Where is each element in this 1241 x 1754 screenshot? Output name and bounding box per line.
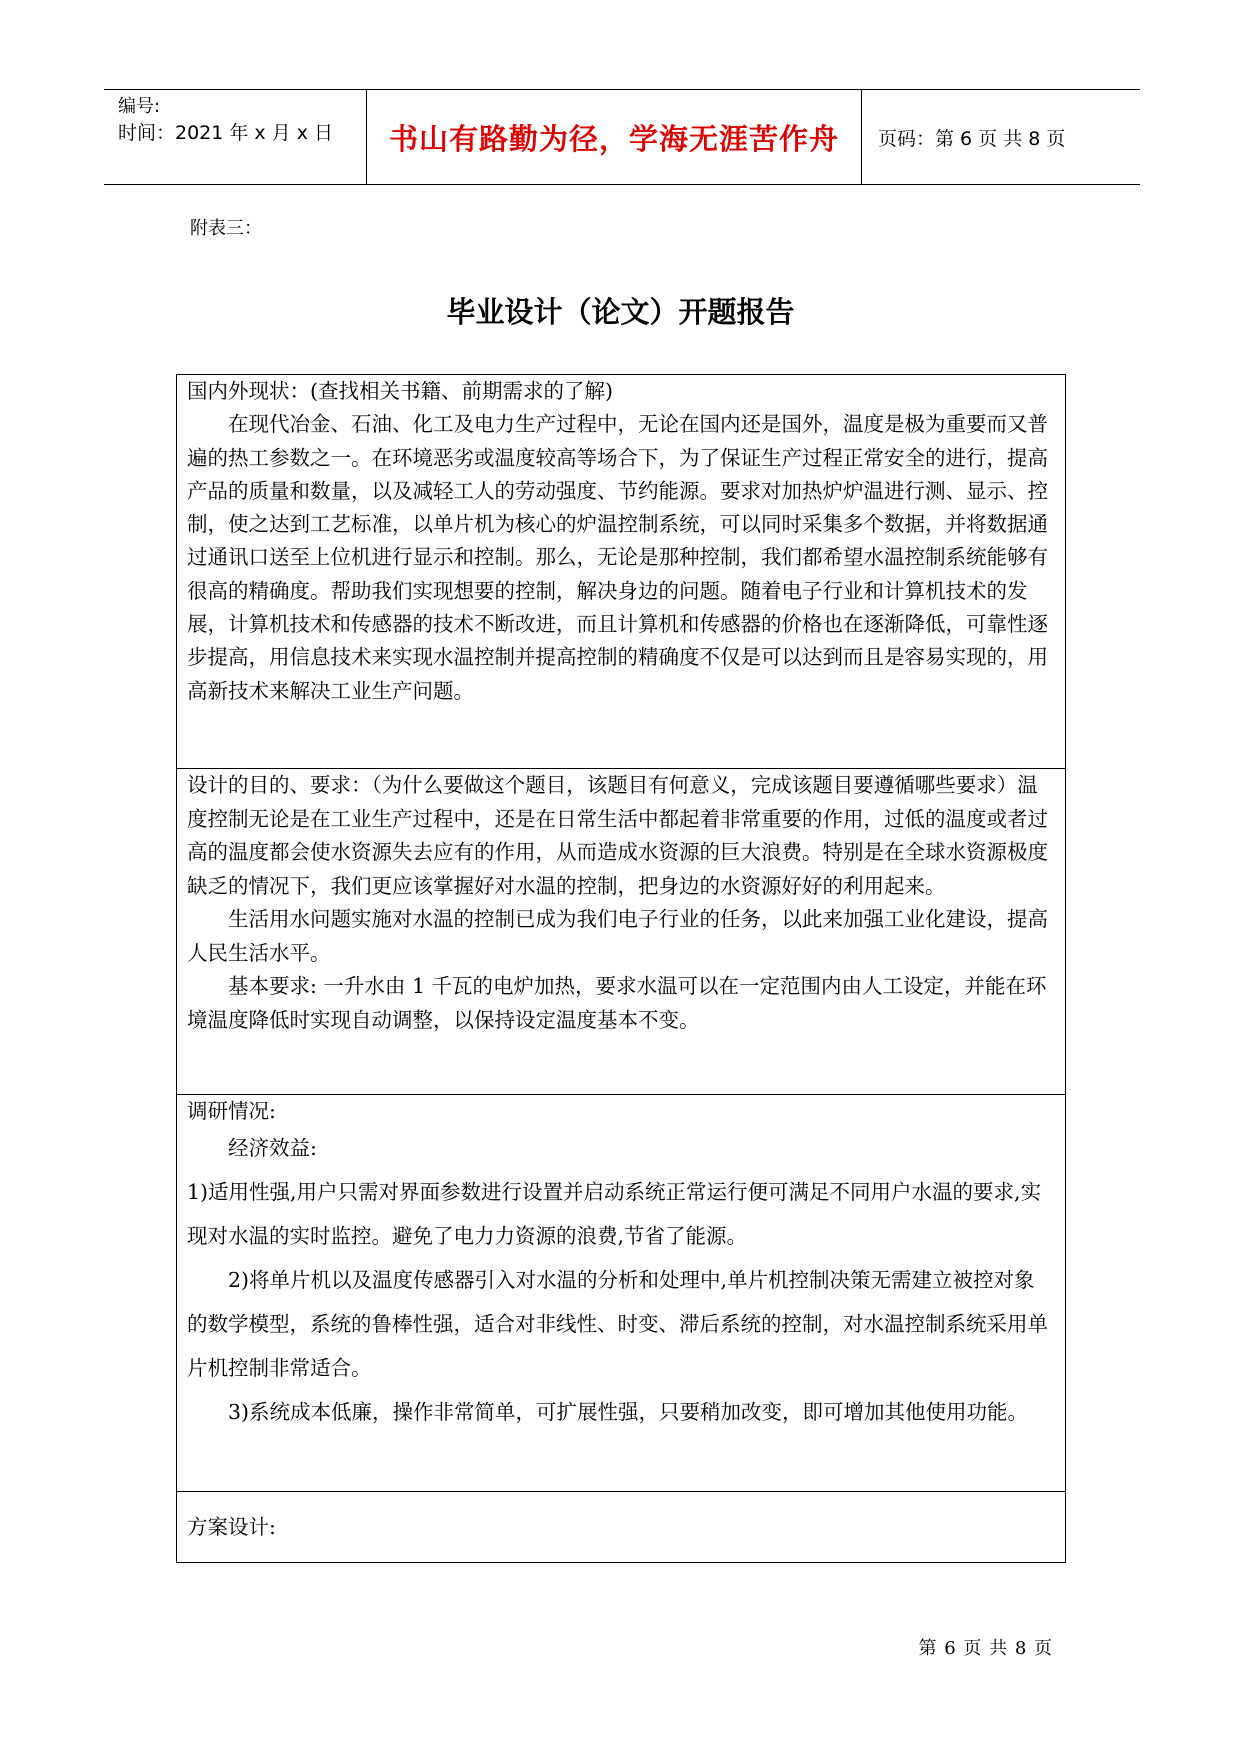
- research-subheading: 经济效益:: [228, 1136, 317, 1160]
- research-item-2: 2)将单片机以及温度传感器引入对水温的分析和处理中,单片机控制决策无需建立被控对象的数学模型，系统的鲁棒性强，适合对非线性、时变、滞后系统的控制，对水温控制系统采用单片机控制非常适合。: [187, 1268, 1048, 1380]
- motto-text: 书山有路勤为径，学海无涯苦作舟: [388, 121, 839, 156]
- research-item-1: 1)适用性强,用户只需对界面参数进行设置并启动系统正常运行便可满足不同用户水温的要求,实现对水温的实时监控。避免了电力力资源的浪费,节省了能源。: [187, 1180, 1042, 1248]
- header-page-info: 页码：第 6 页 共 8 页: [878, 127, 1066, 150]
- status-body: 在现代冶金、石油、化工及电力生产过程中，无论在国内还是国外，温度是极为重要而又普遍的热工参数之一。在环境恶劣或温度较高等场合下，为了保证生产过程正常安全的进行，提高产品的质量和数量，以及减轻工人的劳动强度、节约能源。要求对加热炉炉温进行测、显示、控制，使之达到工艺标准，以单片机为核心的炉温控制系统，可以同时采集多个数据，并将数据通过通讯口送至上位机进行显示和控制。那么，无论是那种控制，我们都希望水温控制系统能够有很高的精确度。帮助我们实现想要的控制，解决身边的问题。随着电子行业和计算机技术的发展，计算机技术和传感器的技术不断改进，而且计算机和传感器的价格也在逐渐降低，可靠性逐步提高，用信息技术来实现水温控制并提高控制的精确度不仅是可以达到而且是容易实现的，用高新技术来解决工业生产问题。: [187, 412, 1048, 703]
- report-table: [176, 374, 1066, 1563]
- header-page-cell: [862, 90, 1140, 184]
- status-heading: 国内外现状：(查找相关书籍、前期需求的了解): [187, 379, 613, 403]
- section-research: [177, 1095, 1065, 1492]
- purpose-body-1: 设计的目的、要求：（为什么要做这个题目，该题目有何意义，完成该题目要遵循哪些要求）温度控制无论是在工业生产过程中，还是在日常生活中都起着非常重要的作用，过低的温度或者过高的温度都会使水资源失去应有的作用，从而造成水资源的巨大浪费。特别是在全球水资源极度缺乏的情况下，我们更应该掌握好对水温的控制，把身边的水资源好好的利用起来。: [187, 773, 1048, 898]
- purpose-body-2: 生活用水问题实施对水温的控制已成为我们电子行业的任务，以此来加强工业化建设，提高人民生活水平。: [187, 907, 1048, 965]
- header-left-cell: [104, 90, 367, 184]
- purpose-body-3: 基本要求: 一升水由 1 千瓦的电炉加热，要求水温可以在一定范围内由人工设定，并能在环境温度降低时实现自动调整，以保持设定温度基本不变。: [187, 974, 1047, 1032]
- research-item-3: 3)系统成本低廉，操作非常简单，可扩展性强，只要稍加改变，即可增加其他使用功能。: [228, 1400, 1029, 1424]
- document-time-label: 时间：2021 年 x 月 x 日: [118, 122, 334, 144]
- report-title: 毕业设计（论文）开题报告: [446, 295, 795, 329]
- section-current-status: [177, 375, 1065, 769]
- header-motto-cell: [367, 90, 862, 184]
- appendix-label: 附表三：: [190, 218, 262, 239]
- document-number-label: 编号:: [118, 96, 161, 117]
- research-heading: 调研情况:: [187, 1099, 276, 1123]
- page-footer: 第 6 页 共 8 页: [918, 1638, 1053, 1659]
- design-heading: 方案设计:: [187, 1515, 276, 1539]
- section-purpose: [177, 769, 1065, 1095]
- section-design: [177, 1492, 1065, 1562]
- page-header: [104, 89, 1140, 185]
